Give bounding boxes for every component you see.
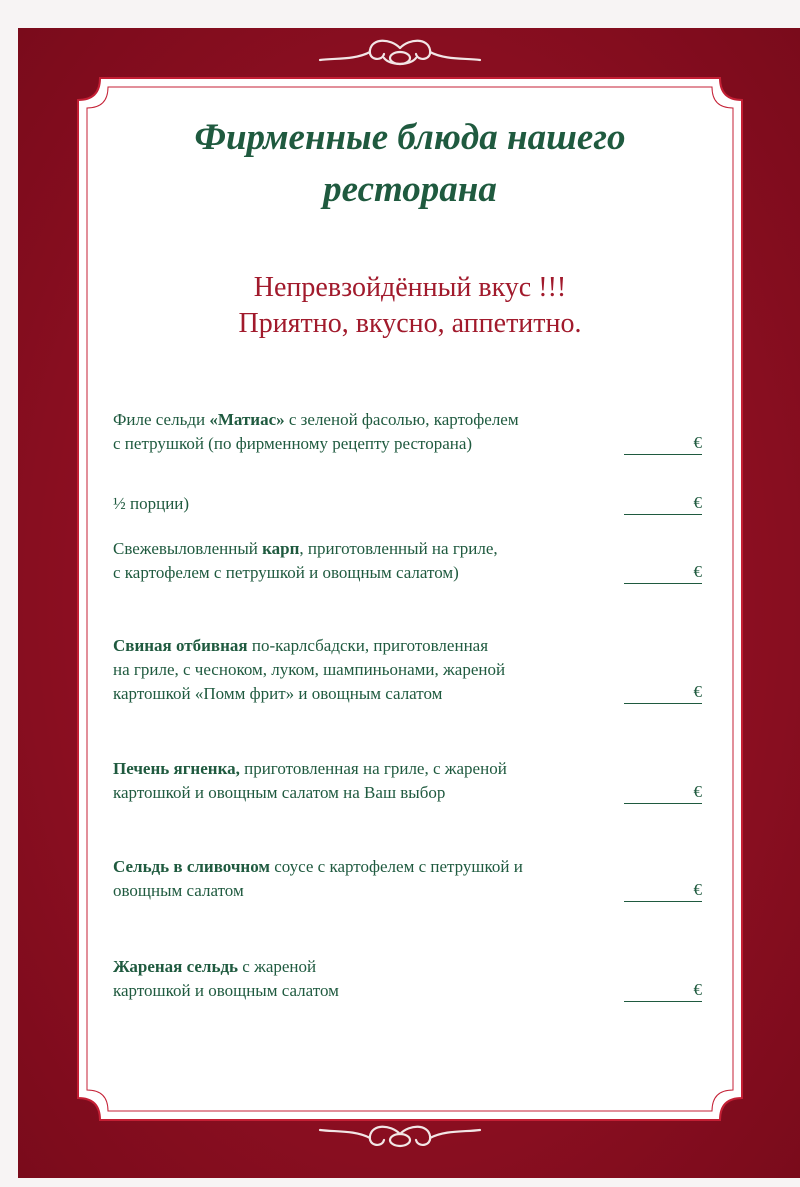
price-field: € (624, 781, 702, 804)
menu-item-fried-herring: Жареная сельдь с жареной картошкой и овощным салатом (113, 957, 339, 1000)
price-field: € (624, 879, 702, 902)
slogan (120, 270, 700, 342)
menu-item-herring-cream: Сельдь в сливочном соусе с картофелем с петрушкой и овощным салатом (113, 857, 523, 900)
price-field: € (624, 492, 702, 515)
slogan-line-2: Приятно, вкусно, аппетитно. (238, 308, 582, 339)
menu-item-carp: Свежевыловленный карп, приготовленный на гриле, с картофелем с петрушкой и овощным салатом) (113, 539, 498, 582)
slogan-line-1: Непревзойдённый вкус !!! (253, 272, 567, 303)
menu-title: Фирменные блюда нашего ресторана (194, 117, 626, 210)
menu-item-matias: Филе сельди «Матиас» с зеленой фасолью, картофелем с петрушкой (по фирменному рецепту ресторана) (113, 410, 519, 453)
menu-item-lamb-liver: Печень ягненка, приготовленная на гриле, с жареной картошкой и овощным салатом на Ваш выбор (113, 759, 507, 802)
price-field: € (624, 561, 702, 584)
menu-item-half-portion: ½ порции) (113, 494, 190, 513)
price-field: € (624, 979, 702, 1002)
menu-item-pork-chop: Свиная отбивная по-карлсбадски, приготовленная на гриле, с чесноком, луком, шампиньонами, жареной картошкой «Помм фрит» и овощным салатом (113, 636, 506, 703)
price-field: € (624, 681, 702, 704)
price-field: € (624, 432, 702, 455)
